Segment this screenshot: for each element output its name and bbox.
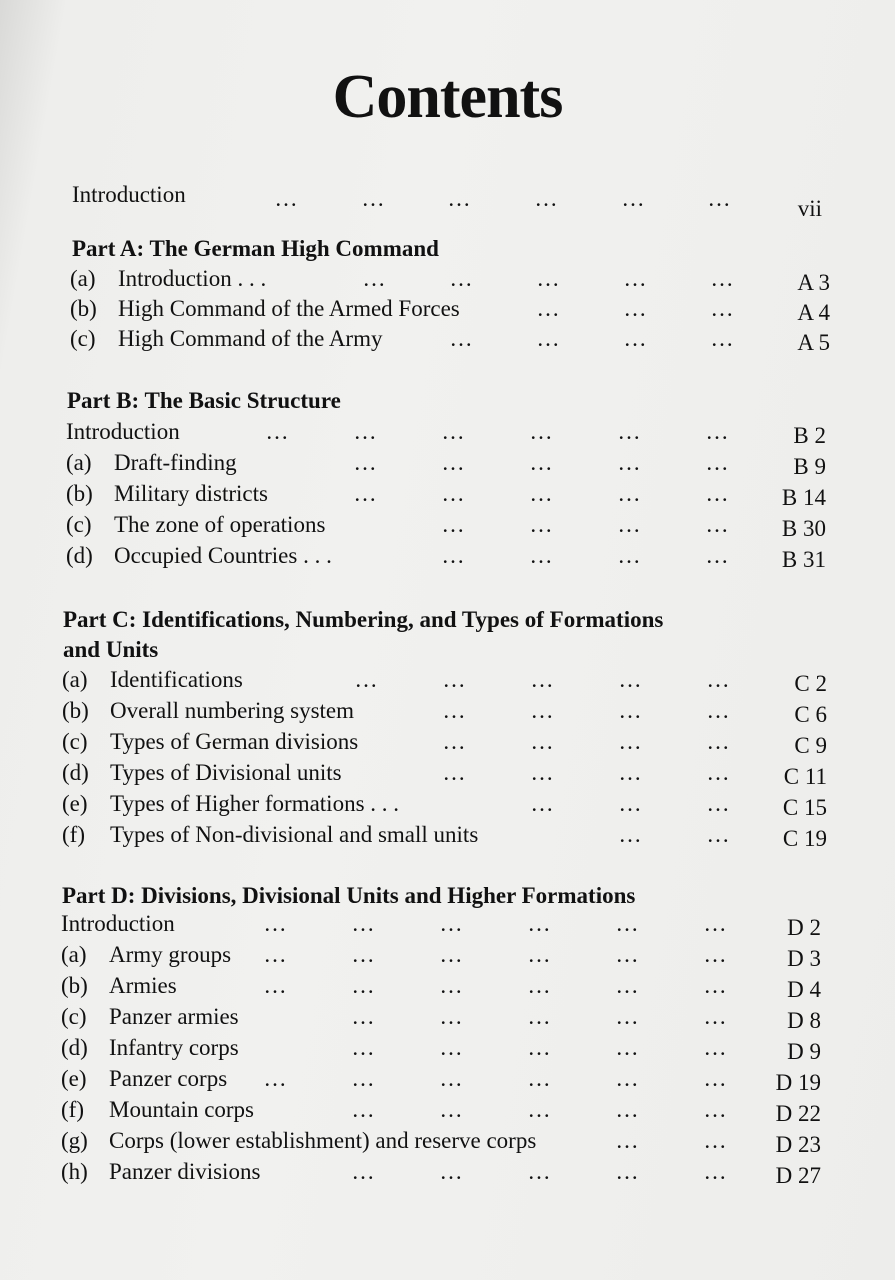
entry-text: Panzer corps — [109, 1066, 228, 1091]
entry-page: D 23 — [775, 1132, 821, 1157]
entry-text: Types of Higher formations . . . — [110, 791, 400, 816]
leader-dots: ... — [440, 973, 464, 998]
leader-dots: ... — [443, 760, 467, 785]
entry-letter: (c) — [62, 729, 88, 754]
leader-dots: ... — [624, 296, 648, 321]
leader-dots: ... — [530, 450, 554, 475]
toc-entry — [61, 1128, 831, 1158]
entry-text: Types of German divisions — [110, 729, 359, 754]
leader-dots: ... — [711, 266, 735, 291]
leader-dots: ... — [616, 1066, 640, 1091]
entry-page: A 5 — [797, 330, 830, 355]
leader-dots: ... — [528, 973, 552, 998]
entry-letter: (a) — [70, 266, 96, 291]
entry-text: Types of Non-divisional and small units — [110, 822, 479, 847]
leader-dots: ... — [624, 326, 648, 351]
entry-page: D 22 — [775, 1101, 821, 1126]
leader-dots: ... — [362, 186, 386, 211]
entry-text: Corps (lower establishment) and reserve corps — [109, 1128, 537, 1153]
leader-dots: ... — [707, 698, 731, 723]
entry-page: B 31 — [781, 547, 826, 572]
leader-dots: ... — [708, 186, 732, 211]
part-b-heading: Part B: The Basic Structure — [67, 388, 341, 413]
leader-dots: ... — [530, 419, 554, 444]
leader-dots: ... — [440, 1035, 464, 1060]
leader-dots: ... — [355, 667, 379, 692]
leader-dots: ... — [531, 791, 555, 816]
leader-dots: ... — [711, 296, 735, 321]
entry-page: C 11 — [783, 764, 827, 789]
toc-entry — [70, 266, 840, 296]
toc-entry — [61, 1004, 831, 1034]
leader-dots: ... — [528, 911, 552, 936]
entry-letter: (a) — [61, 942, 87, 967]
leader-dots: ... — [704, 1128, 728, 1153]
leader-dots: ... — [440, 911, 464, 936]
entry-page: C 9 — [794, 733, 827, 758]
leader-dots: ... — [619, 729, 643, 754]
entry-text: Occupied Countries . . . — [114, 543, 332, 568]
toc-entry — [70, 326, 840, 356]
leader-dots: ... — [707, 729, 731, 754]
entry-page: C 19 — [782, 826, 827, 851]
part-a-heading: Part A: The German High Command — [72, 236, 439, 261]
leader-dots: ... — [618, 481, 642, 506]
toc-entry — [66, 512, 836, 542]
entry-page: B 9 — [793, 454, 826, 479]
leader-dots: ... — [537, 326, 561, 351]
entry-text: Panzer divisions — [109, 1159, 261, 1184]
entry-letter: (b) — [62, 698, 89, 723]
leader-dots: ... — [618, 512, 642, 537]
leader-dots: ... — [619, 791, 643, 816]
entry-text: Draft-finding — [114, 450, 237, 475]
toc-entry — [66, 419, 836, 449]
leader-dots: ... — [443, 729, 467, 754]
entry-page: B 30 — [781, 516, 826, 541]
leader-dots: ... — [616, 911, 640, 936]
leader-dots: ... — [704, 1097, 728, 1122]
entry-letter: (a) — [62, 667, 88, 692]
entry-letter: (c) — [66, 512, 92, 537]
entry-text: High Command of the Armed Forces — [118, 296, 460, 321]
entry-text: Identifications — [110, 667, 243, 692]
leader-dots: ... — [440, 1004, 464, 1029]
leader-dots: ... — [704, 942, 728, 967]
toc-entry — [61, 973, 831, 1003]
entry-text: Introduction — [66, 419, 180, 444]
entry-text: Infantry corps — [109, 1035, 239, 1060]
leader-dots: ... — [619, 667, 643, 692]
leader-dots: ... — [266, 419, 290, 444]
entry-letter: (d) — [61, 1035, 88, 1060]
leader-dots: ... — [530, 512, 554, 537]
leader-dots: ... — [352, 1066, 376, 1091]
leader-dots: ... — [442, 419, 466, 444]
entry-text: Military districts — [114, 481, 268, 506]
leader-dots: ... — [352, 1004, 376, 1029]
leader-dots: ... — [354, 450, 378, 475]
leader-dots: ... — [707, 760, 731, 785]
entry-page: D 27 — [775, 1163, 821, 1188]
leader-dots: ... — [442, 450, 466, 475]
leader-dots: ... — [707, 667, 731, 692]
entry-page: B 14 — [781, 485, 826, 510]
leader-dots: ... — [619, 760, 643, 785]
leader-dots: ... — [706, 450, 730, 475]
leader-dots: ... — [704, 1159, 728, 1184]
leader-dots: ... — [707, 822, 731, 847]
leader-dots: ... — [528, 1159, 552, 1184]
leader-dots: ... — [354, 419, 378, 444]
leader-dots: ... — [616, 1097, 640, 1122]
toc-entry — [62, 729, 832, 759]
entry-letter: (d) — [62, 760, 89, 785]
entry-letter: (d) — [66, 543, 93, 568]
entry-page: C 15 — [782, 795, 827, 820]
leader-dots: ... — [537, 266, 561, 291]
toc-entry — [66, 481, 836, 511]
leader-dots: ... — [448, 186, 472, 211]
entry-letter: (g) — [61, 1128, 88, 1153]
entry-letter: (b) — [66, 481, 93, 506]
leader-dots: ... — [528, 1035, 552, 1060]
toc-entry-introduction — [72, 182, 832, 221]
leader-dots: ... — [624, 266, 648, 291]
entry-letter: (f) — [62, 822, 85, 847]
entry-page: D 19 — [775, 1070, 821, 1095]
toc-entry — [66, 543, 836, 573]
leader-dots: ... — [354, 481, 378, 506]
entry-page: D 3 — [787, 946, 821, 971]
entry-page: D 8 — [787, 1008, 821, 1033]
entry-page: D 9 — [787, 1039, 821, 1064]
leader-dots: ... — [616, 973, 640, 998]
entry-page: A 4 — [797, 300, 830, 325]
leader-dots: ... — [706, 543, 730, 568]
entry-letter: (b) — [61, 973, 88, 998]
entry-page: A 3 — [797, 270, 830, 295]
leader-dots: ... — [618, 543, 642, 568]
leader-dots: ... — [704, 973, 728, 998]
leader-dots: ... — [442, 481, 466, 506]
entry-text: Types of Divisional units — [110, 760, 342, 785]
leader-dots: ... — [706, 512, 730, 537]
toc-entry — [61, 911, 831, 941]
leader-dots: ... — [616, 1004, 640, 1029]
toc-entry — [61, 1159, 831, 1189]
entry-text: Introduction — [61, 911, 175, 936]
entry-text: High Command of the Army — [118, 326, 383, 351]
leader-dots: ... — [440, 1159, 464, 1184]
entry-text: Panzer armies — [109, 1004, 239, 1029]
leader-dots: ... — [450, 326, 474, 351]
leader-dots: ... — [707, 791, 731, 816]
leader-dots: ... — [443, 698, 467, 723]
leader-dots: ... — [616, 1128, 640, 1153]
toc-entry — [70, 296, 840, 326]
toc-entry — [62, 698, 832, 728]
entry-letter: (e) — [61, 1066, 87, 1091]
leader-dots: ... — [275, 186, 299, 211]
toc-entry — [61, 1035, 831, 1065]
entry-text: Army groups — [109, 942, 232, 967]
leader-dots: ... — [450, 266, 474, 291]
toc-entry — [61, 1097, 831, 1127]
part-d-heading: Part D: Divisions, Divisional Units and Higher Formations — [62, 883, 636, 908]
entry-page: C 2 — [794, 671, 827, 696]
leader-dots: ... — [440, 942, 464, 967]
leader-dots: ... — [618, 419, 642, 444]
leader-dots: ... — [530, 481, 554, 506]
leader-dots: ... — [711, 326, 735, 351]
leader-dots: ... — [528, 942, 552, 967]
leader-dots: ... — [440, 1097, 464, 1122]
leader-dots: ... — [616, 1035, 640, 1060]
leader-dots: ... — [619, 822, 643, 847]
leader-dots: ... — [352, 1035, 376, 1060]
leader-dots: ... — [528, 1066, 552, 1091]
leader-dots: ... — [352, 911, 376, 936]
leader-dots: ... — [704, 1004, 728, 1029]
entry-page: D 4 — [787, 977, 821, 1002]
page-title: Contents — [332, 63, 563, 131]
part-c-heading-continued: and Units — [63, 637, 159, 662]
leader-dots: ... — [704, 911, 728, 936]
leader-dots: ... — [352, 1159, 376, 1184]
leader-dots: ... — [619, 698, 643, 723]
entry-text: Mountain corps — [109, 1097, 255, 1122]
toc-entry — [62, 791, 832, 821]
toc-entry — [61, 1066, 831, 1096]
entry-letter: (c) — [70, 326, 96, 351]
leader-dots: ... — [531, 760, 555, 785]
leader-dots: ... — [531, 698, 555, 723]
entry-text: Armies — [109, 973, 177, 998]
leader-dots: ... — [528, 1004, 552, 1029]
leader-dots: ... — [622, 186, 646, 211]
toc-entry — [62, 667, 832, 697]
leader-dots: ... — [704, 1066, 728, 1091]
entry-page: C 6 — [794, 702, 827, 727]
part-c-heading: Part C: Identifications, Numbering, and Types of Formations — [63, 607, 664, 632]
leader-dots: ... — [442, 543, 466, 568]
entry-letter: (f) — [61, 1097, 84, 1122]
toc-entry — [61, 942, 831, 972]
entry-letter: (a) — [66, 450, 92, 475]
leader-dots: ... — [530, 543, 554, 568]
leader-dots: ... — [616, 942, 640, 967]
leader-dots: ... — [537, 296, 561, 321]
toc-entry — [62, 760, 832, 790]
leader-dots: ... — [264, 911, 288, 936]
entry-page: vii — [797, 196, 822, 221]
leader-dots: ... — [363, 266, 387, 291]
entry-letter: (e) — [62, 791, 88, 816]
leader-dots: ... — [264, 973, 288, 998]
entry-letter: (h) — [61, 1159, 88, 1184]
entry-letter: (b) — [70, 296, 97, 321]
leader-dots: ... — [440, 1066, 464, 1091]
leader-dots: ... — [531, 667, 555, 692]
leader-dots: ... — [531, 729, 555, 754]
toc-entry — [66, 450, 836, 480]
leader-dots: ... — [706, 419, 730, 444]
entry-text: Introduction . . . — [118, 266, 267, 291]
leader-dots: ... — [352, 973, 376, 998]
leader-dots: ... — [535, 186, 559, 211]
leader-dots: ... — [528, 1097, 552, 1122]
leader-dots: ... — [352, 1097, 376, 1122]
leader-dots: ... — [706, 481, 730, 506]
leader-dots: ... — [352, 942, 376, 967]
leader-dots: ... — [264, 1066, 288, 1091]
entry-letter: (c) — [61, 1004, 87, 1029]
entry-text: Introduction — [72, 182, 186, 207]
leader-dots: ... — [442, 512, 466, 537]
toc-entry — [62, 822, 832, 852]
entry-text: The zone of operations — [114, 512, 326, 537]
leader-dots: ... — [618, 450, 642, 475]
leader-dots: ... — [704, 1035, 728, 1060]
leader-dots: ... — [616, 1159, 640, 1184]
leader-dots: ... — [443, 667, 467, 692]
entry-text: Overall numbering system — [110, 698, 355, 723]
entry-page: D 2 — [787, 915, 821, 940]
leader-dots: ... — [264, 942, 288, 967]
entry-page: B 2 — [793, 423, 826, 448]
